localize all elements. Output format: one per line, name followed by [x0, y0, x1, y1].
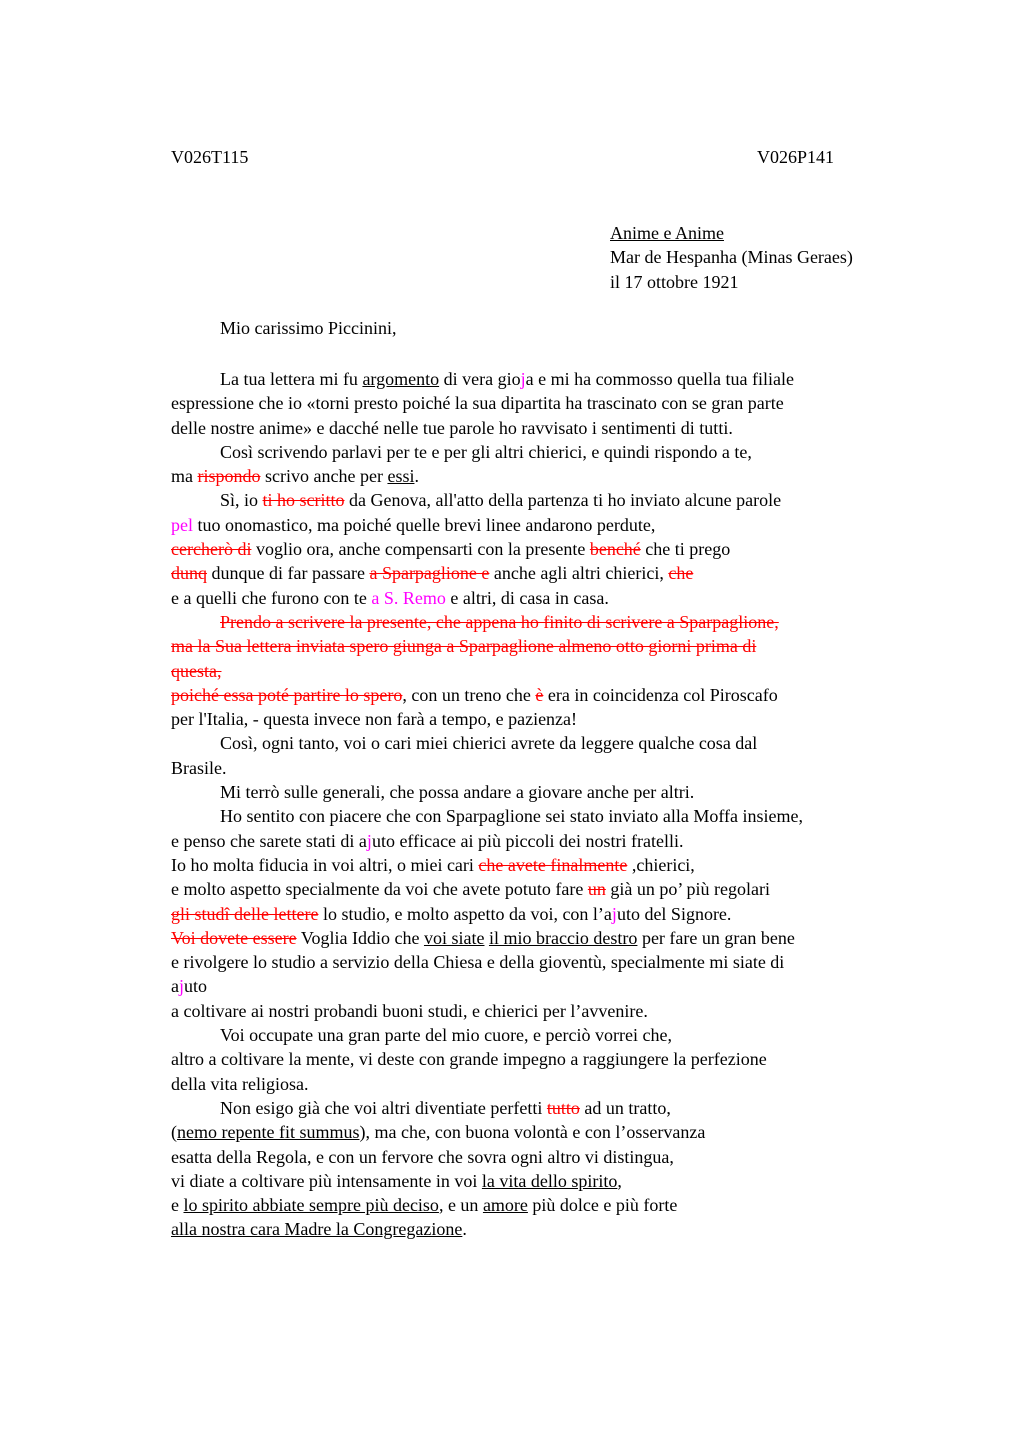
- deleted-text: poiché essa poté partire lo spero: [171, 684, 403, 705]
- letter-line: [171, 999, 911, 1023]
- letter-place: Mar de Hespanha (Minas Geraes): [610, 247, 853, 268]
- letter-line: [171, 416, 911, 440]
- letter-line: [171, 926, 911, 950]
- text-run: tuo onomastico, ma poiché quelle brevi linee andarono perdute,: [193, 514, 656, 535]
- text-run: per fare un gran bene: [637, 927, 795, 948]
- text-run: e: [171, 1195, 184, 1216]
- text-run: ma: [171, 466, 198, 487]
- letter-line: [171, 780, 911, 804]
- text-run: da Genova, all'atto della partenza ti ho inviato alcune parole: [344, 490, 782, 511]
- deleted-text: rispondo: [197, 466, 261, 487]
- letter-line: [171, 561, 911, 585]
- text-run: Ho sentito con piacere che con Sparpaglione sei stato inviato alla Moffa insieme,: [220, 806, 803, 827]
- underlined-text: amore: [482, 1195, 528, 1216]
- text-run: Voglia Iddio che: [296, 927, 424, 948]
- letter-body: [171, 367, 911, 1242]
- letter-line: [171, 804, 911, 828]
- deleted-text: che: [668, 563, 694, 584]
- text-run: La tua lettera mi fu: [220, 369, 363, 389]
- letter-line: [171, 1169, 911, 1193]
- text-run: dunque di far passare: [207, 563, 370, 584]
- text-run: e rivolgere lo studio a servizio della Chiesa e della gioventù, specialmente mi siate di: [171, 952, 785, 973]
- inserted-text: pel: [171, 514, 193, 535]
- text-run: Non esigo già che voi altri diventiate perfetti: [220, 1097, 547, 1118]
- text-run: Voi occupate una gran parte del mio cuore, e perciò vorrei che,: [220, 1025, 672, 1046]
- text-run: (: [171, 1122, 177, 1143]
- document-code-left: V026T115: [171, 147, 249, 167]
- text-run: e penso che sarete stati di a: [171, 830, 367, 851]
- deleted-text: ti ho scritto: [262, 490, 345, 511]
- letter-line: [171, 1096, 911, 1120]
- letter-line: [171, 707, 911, 731]
- document-code-right: V026P141: [757, 147, 835, 167]
- inserted-text: j: [179, 976, 185, 997]
- underlined-text: alla nostra cara Madre la Congregazione: [171, 1219, 463, 1240]
- text-run: già un po’ più regolari: [605, 879, 770, 900]
- text-run: a coltivare ai nostri probandi buoni studi, e chierici per l’avvenire.: [171, 1000, 648, 1021]
- text-run: .: [462, 1219, 467, 1240]
- letter-title: Anime e Anime: [610, 223, 724, 243]
- text-run: Così, ogni tanto, voi o cari miei chierici avrete da leggere qualche cosa dal: [220, 733, 758, 754]
- letter-line: [171, 877, 911, 901]
- text-run: .: [414, 466, 419, 487]
- letter-line: [171, 1120, 911, 1144]
- letter-line: [171, 1072, 911, 1096]
- text-run: altro a coltivare la mente, vi deste con grande impegno a raggiungere la perfezione: [171, 1049, 767, 1070]
- text-run: per l'Italia, - questa invece non farà a tempo, e pazienza!: [171, 709, 578, 730]
- text-run: esatta della Regola, e con un fervore che sovra ogni altro vi distingua,: [171, 1146, 674, 1167]
- letter-line: [171, 1047, 911, 1071]
- text-run: più dolce e più forte: [527, 1195, 678, 1216]
- text-run: a: [171, 976, 179, 997]
- deleted-text: tutto: [546, 1097, 580, 1118]
- letter-header: [610, 221, 853, 294]
- text-run: voglio ora, anche compensarti con la presente: [251, 539, 590, 560]
- deleted-text: un: [587, 879, 606, 900]
- deleted-text: Voi dovete essere: [171, 927, 297, 948]
- text-run: e molto aspetto specialmente da voi che avete potuto fare: [171, 879, 588, 900]
- letter-line: [171, 367, 911, 391]
- text-run: anche agli altri chierici,: [489, 563, 669, 584]
- letter-line: [171, 488, 911, 512]
- underlined-text: essi: [387, 466, 415, 487]
- text-run: Mi terrò sulle generali, che possa andare a giovare anche per altri.: [220, 782, 695, 803]
- text-run: lo studio, e molto aspetto da voi, con l’a: [318, 903, 612, 924]
- letter-date: il 17 ottobre 1921: [610, 271, 739, 292]
- letter-line: [171, 1145, 911, 1169]
- inserted-text: j: [366, 830, 372, 851]
- text-run: Brasile.: [171, 757, 227, 778]
- deleted-text: ma la Sua lettera inviata spero giunga a Sparpaglione almeno otto giorni prima di: [171, 636, 757, 657]
- letter-line: [171, 464, 911, 488]
- letter-line: [171, 513, 911, 537]
- text-run: a e mi ha commosso quella tua filiale: [525, 369, 795, 389]
- text-run: , con un treno che: [402, 684, 536, 705]
- letter-line: [171, 1217, 911, 1241]
- text-run: ad un tratto,: [579, 1097, 671, 1118]
- text-run: Io ho molta fiducia in voi altri, o miei cari: [171, 854, 479, 875]
- underlined-text: argomento: [362, 369, 440, 389]
- letter-line: [171, 634, 911, 658]
- letter-line: [171, 610, 911, 634]
- letter-line: [171, 974, 911, 998]
- letter-line: [171, 683, 911, 707]
- underlined-text: lo spirito abbiate sempre più deciso: [183, 1195, 439, 1216]
- text-run: Così scrivendo parlavi per te e per gli altri chierici, e quindi rispondo a te,: [220, 441, 752, 462]
- deleted-text: che avete finalmente: [478, 854, 628, 875]
- letter-line: [171, 537, 911, 561]
- underlined-text: il mio braccio destro: [488, 927, 638, 948]
- letter-line: [171, 756, 911, 780]
- deleted-text: Prendo a scrivere la presente, che appena ho finito di scrivere a Sparpaglione,: [220, 611, 779, 632]
- letter-line: [171, 829, 911, 853]
- text-run: di vera gio: [439, 369, 521, 389]
- deleted-text: a Sparpaglione e: [369, 563, 490, 584]
- text-run: della vita religiosa.: [171, 1073, 309, 1094]
- text-run: , e un: [438, 1195, 483, 1216]
- underlined-text: la vita dello spirito: [481, 1170, 618, 1191]
- letter-line: [171, 731, 911, 755]
- text-run: espressione che io «torni presto poiché la sua dipartita ha trascinato con se gran parte: [171, 393, 784, 414]
- letter-line: [171, 950, 911, 974]
- text-run: ,chierici,: [627, 854, 695, 875]
- text-run: delle nostre anime» e dacché nelle tue parole ho ravvisato i sentimenti di tutti.: [171, 417, 733, 438]
- text-run: uto efficace ai più piccoli dei nostri fratelli.: [371, 830, 684, 851]
- inserted-text: a S. Remo: [371, 587, 446, 608]
- text-run: uto: [184, 976, 208, 997]
- text-run: e altri, di casa in casa.: [445, 587, 609, 608]
- letter-line: [171, 1193, 911, 1217]
- text-run: che ti prego: [640, 539, 731, 560]
- deleted-text: questa,: [171, 660, 222, 681]
- letter-line: [171, 902, 911, 926]
- letter-line: [171, 659, 911, 683]
- deleted-text: gli studî delle lettere: [171, 903, 319, 924]
- deleted-text: benché: [589, 539, 641, 560]
- text-run: vi diate a coltivare più intensamente in voi: [171, 1170, 482, 1191]
- text-run: era in coincidenza col Piroscafo: [543, 684, 778, 705]
- text-run: scrivo anche per: [260, 466, 388, 487]
- letter-greeting: Mio carissimo Piccinini,: [220, 318, 397, 338]
- deleted-text: cercherò di: [171, 539, 252, 560]
- underlined-text: voi siate: [423, 927, 485, 948]
- letter-line: [171, 853, 911, 877]
- inserted-text: j: [611, 903, 617, 924]
- text-run: Sì, io: [220, 490, 263, 511]
- text-run: ), ma che, con buona volontà e con l’osservanza: [359, 1122, 706, 1143]
- deleted-text: è: [535, 684, 544, 705]
- inserted-text: j: [520, 369, 526, 389]
- text-run: ,: [617, 1170, 622, 1191]
- text-run: uto del Signore.: [616, 903, 732, 924]
- letter-line: [171, 440, 911, 464]
- letter-line: [171, 586, 911, 610]
- underlined-text: nemo repente fit summus: [177, 1122, 360, 1143]
- deleted-text: dunq: [171, 563, 207, 584]
- letter-line: [171, 1023, 911, 1047]
- text-run: e a quelli che furono con te: [171, 587, 372, 608]
- letter-line: [171, 391, 911, 415]
